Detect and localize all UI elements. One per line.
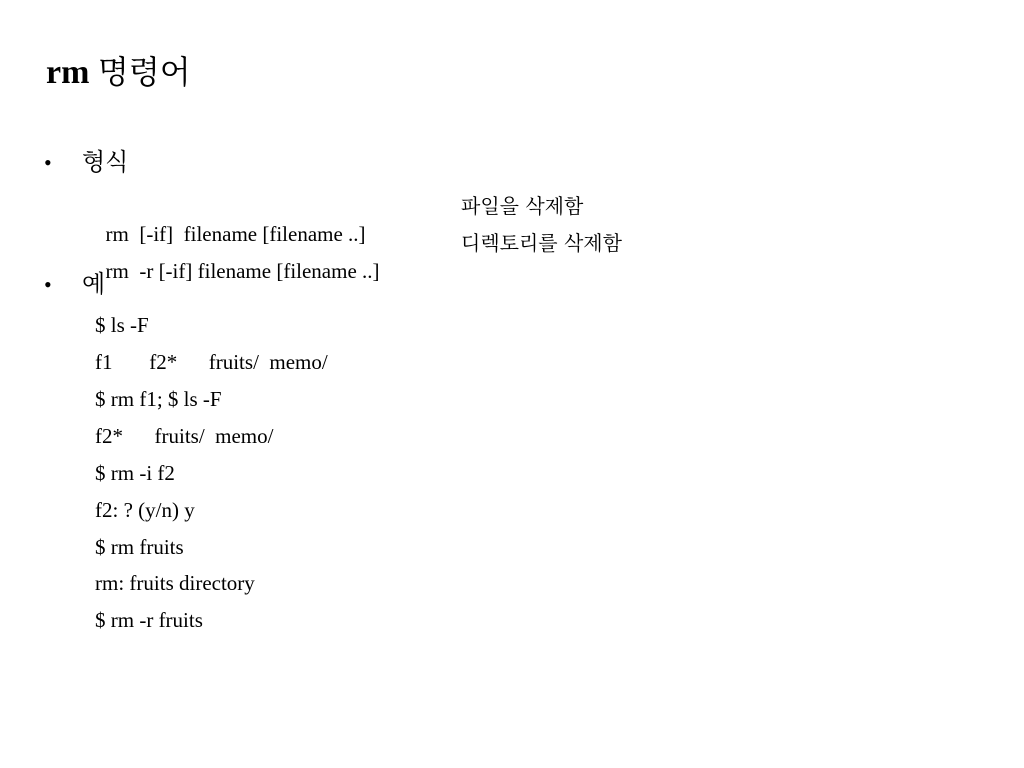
syntax-description: 디렉토리를 삭제함 — [461, 231, 622, 255]
example-line: rm: fruits directory — [95, 571, 255, 595]
example-line: $ rm -i f2 — [95, 461, 175, 485]
syntax-text: rm -r [-if] filename [filename ..] — [105, 259, 380, 283]
syntax-description: 파일을 삭제함 — [461, 194, 584, 218]
title-korean: 명령어 — [97, 53, 191, 91]
example-line: $ ls -F — [95, 313, 149, 337]
example-line: $ rm -r fruits — [95, 608, 203, 632]
bullet-dot: • — [44, 272, 52, 297]
syntax-text: rm [-if] filename [filename ..] — [105, 222, 366, 246]
slide-title — [46, 50, 191, 95]
bullet-label-format: 형식 — [82, 148, 129, 176]
bullet-example — [44, 268, 105, 301]
bullet-format — [44, 146, 128, 179]
example-line: $ rm f1; $ ls -F — [95, 387, 222, 411]
syntax-line — [95, 229, 622, 313]
example-line: f1 f2* fruits/ memo/ — [95, 350, 328, 374]
example-line: $ rm fruits — [95, 535, 184, 559]
example-line: f2* fruits/ memo/ — [95, 424, 274, 448]
bullet-dot: • — [44, 150, 52, 175]
bullet-label-example: 예 — [82, 270, 106, 298]
example-line: f2: ? (y/n) y — [95, 498, 195, 522]
title-command: rm — [46, 54, 90, 91]
